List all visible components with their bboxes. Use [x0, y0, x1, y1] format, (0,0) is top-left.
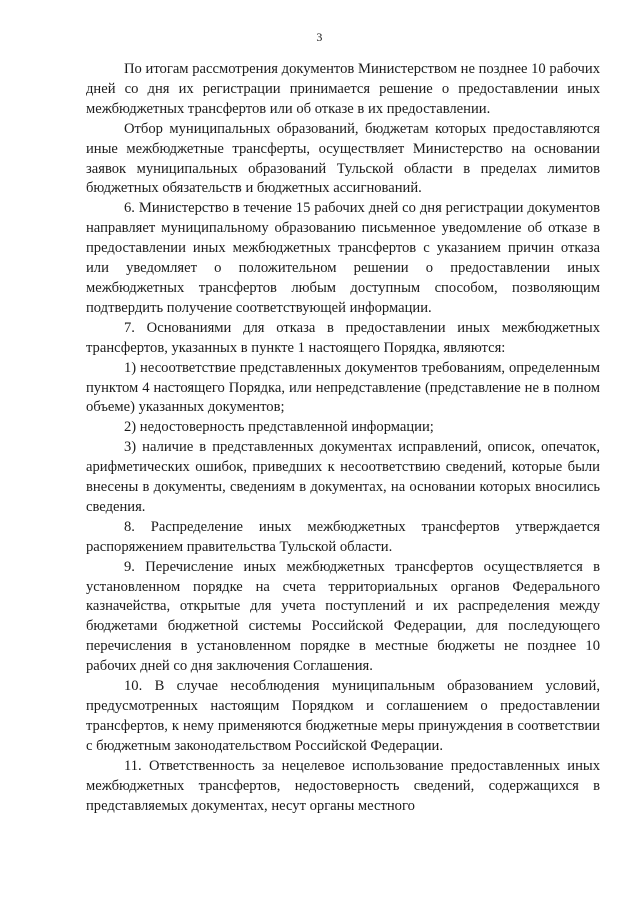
paragraph-item-7: 7. Основаниями для отказа в предоставлении иных межбюджетных трансфертов, указанных в пункте 1 настоящего Порядка, являются:	[86, 319, 600, 356]
document-body	[86, 60, 600, 816]
paragraph-item-9: 9. Перечисление иных межбюджетных трансфертов осуществляется в установленном порядке на счета территориальных органов Федерального казначейства, открытые для учета поступлений и их распределения между бюджетами бюджетной системы Российской Федерации, для последующего перечисления в установленном порядке в местные бюджеты не позднее 10 рабочих дней со дня заключения Соглашения.	[86, 558, 600, 675]
paragraph-item-7-1: 1) несоответствие представленных документов требованиям, определенным пунктом 4 настоящего Порядка, или непредставление (представление не в полном объеме) указанных документов;	[86, 359, 600, 416]
paragraph-selection: Отбор муниципальных образований, бюджетам которых предоставляются иные межбюджетные трансферты, осуществляет Министерство на основании заявок муниципальных образований Тульской области в пределах лимитов бюджетных обязательств и бюджетных ассигнований.	[86, 120, 600, 197]
page-number: 3	[316, 30, 323, 44]
paragraph-item-6: 6. Министерство в течение 15 рабочих дней со дня регистрации документов направляет муниципальному образованию письменное уведомление об отказе в предоставлении иных межбюджетных трансфертов с указанием причин отказа или уведомляет о положительном решении о предоставлении иных межбюджетных трансфертов любым доступным способом, позволяющим подтвердить получение соответствующей информации.	[86, 200, 600, 316]
paragraph-item-10: 10. В случае несоблюдения муниципальным образованием условий, предусмотренных настоящим Порядком и соглашением о предоставлении трансфертов, к нему применяются бюджетные меры принуждения в соответствии с бюджетным законодательством Российской Федерации.	[86, 678, 600, 754]
paragraph-item-8: 8. Распределение иных межбюджетных трансфертов утверждается распоряжением правительства Тульской области.	[86, 518, 600, 555]
paragraph-item-11: 11. Ответственность за нецелевое использование предоставленных иных межбюджетных трансфертов, недостоверность сведений, содержащихся в представляемых документах, несут органы местного	[86, 757, 600, 814]
paragraph-decision-deadline: По итогам рассмотрения документов Министерством не позднее 10 рабочих дней со дня их регистрации принимается решение о предоставлении иных межбюджетных трансфертов или об отказе в их предоставлении.	[86, 61, 600, 117]
paragraph-item-7-2: 2) недостоверность представленной информации;	[124, 419, 434, 436]
paragraph-item-7-3: 3) наличие в представленных документах исправлений, описок, опечаток, арифметических ошибок, приведших к несоответствию сведений, которые были внесены в документы, сведениям в документах, на основании которых вносились сведения.	[86, 439, 600, 515]
